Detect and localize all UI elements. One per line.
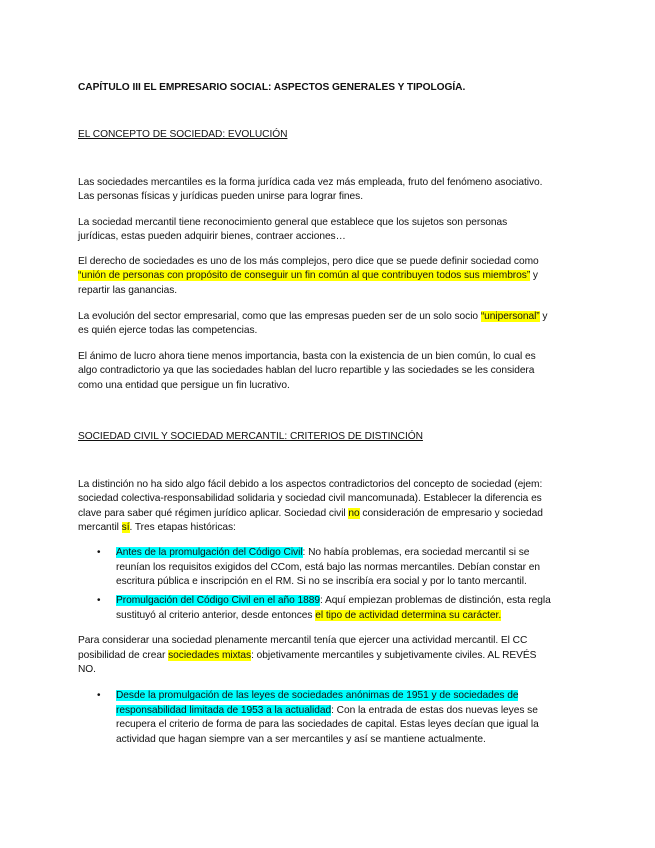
highlighted-stage: Desde la promulgación de las leyes de sociedades anónimas de 1951 y de sociedades de — [116, 690, 519, 701]
text-span: consideración de empresario y sociedad — [359, 508, 543, 519]
bullet-icon: • — [97, 595, 101, 606]
highlighted-stage: responsabilidad limitada de 1953 a la actualidad — [116, 705, 332, 716]
highlighted-quote: “unión de personas con propósito de conseguir un fin común al que contribuyen todos sus miembros” — [78, 270, 531, 281]
list-item-line: escritura pública e inscripción en el RM. Si no se inscribía era social y por lo tanto mercantil. — [116, 576, 527, 587]
section-heading-concepto: EL CONCEPTO DE SOCIEDAD: EVOLUCIÓN — [78, 129, 288, 140]
paragraph-line: como una entidad que persigue un fin lucrativo. — [78, 380, 290, 391]
paragraph-line — [78, 521, 236, 534]
text-span: clave para saber qué régimen jurídico aplicar. Sociedad civil — [78, 508, 349, 519]
text-span: posibilidad de crear — [78, 650, 169, 661]
list-item-line — [116, 704, 538, 717]
paragraph-line — [78, 310, 547, 323]
paragraph-line: La distinción no ha sido algo fácil debido a los aspectos contradictorios del concepto de sociedad (ejem: — [78, 479, 543, 490]
highlighted-stage: Promulgación del Código Civil en el año 1889 — [116, 595, 320, 606]
list-item-line: reunían los requisitos exigidos del CCom, está bajo las normas mercantiles. Debían constar en — [116, 562, 541, 573]
bullet-icon: • — [97, 547, 101, 558]
paragraph-line: sociedad colectiva-responsabilidad solidaria y sociedad civil mancomunada). Establecer la diferencia es — [78, 493, 542, 504]
paragraph-line: Las personas físicas y jurídicas pueden unirse para lograr fines. — [78, 191, 363, 202]
list-item-line — [116, 609, 501, 622]
paragraph-line: repartir las ganancias. — [78, 285, 178, 296]
list-item-line — [116, 594, 551, 607]
paragraph-line — [78, 269, 538, 282]
list-item-line — [116, 689, 518, 702]
text-span: sustituyó al criterio anterior, desde entonces — [116, 610, 316, 621]
text-span: : objetivamente mercantiles y subjetivamente civiles. AL REVÉS — [251, 650, 537, 661]
highlighted-phrase: el tipo de actividad determina su carácter. — [315, 610, 502, 621]
section-heading-sociedad-civil: SOCIEDAD CIVIL Y SOCIEDAD MERCANTIL: CRITERIOS DE DISTINCIÓN — [78, 431, 423, 442]
paragraph-line: La sociedad mercantil tiene reconocimiento general que establece que los sujetos son personas — [78, 217, 508, 228]
list-item-line — [116, 546, 529, 559]
paragraph-line: jurídicas, estas pueden adquirir bienes, contraer acciones… — [78, 231, 346, 242]
paragraph-line: Las sociedades mercantiles es la forma jurídica cada vez más empleada, fruto del fenómeno asociativo. — [78, 177, 543, 188]
paragraph-line: El ánimo de lucro ahora tiene menos importancia, basta con la existencia de un bien común, lo cual es — [78, 351, 536, 362]
text-span: mercantil — [78, 522, 122, 533]
paragraph-line: El derecho de sociedades es uno de los más complejos, pero dice que se puede definir sociedad como — [78, 256, 539, 267]
highlighted-term: sí — [121, 522, 130, 533]
list-item-line: recupera el criterio de forma de para las sociedades de capital. Estas leyes decían que igual la — [116, 719, 539, 730]
paragraph-line: es quién ejerce todas las competencias. — [78, 325, 258, 336]
text-span: y — [539, 311, 548, 322]
paragraph-line — [78, 507, 543, 520]
text-span: La evolución del sector empresarial, como que las empresas pueden ser de un solo socio — [78, 311, 481, 322]
text-span: . Tres etapas históricas: — [129, 522, 236, 533]
bullet-icon: • — [97, 690, 101, 701]
paragraph-line: Para considerar una sociedad plenamente mercantil tenía que ejercer una actividad mercantil. El CC — [78, 635, 528, 646]
paragraph-line: algo contradictorio ya que las sociedades hablan del lucro repartible y las sociedades se les considera — [78, 365, 535, 376]
highlighted-term: sociedades mixtas — [168, 650, 252, 661]
highlighted-stage: Antes de la promulgación del Código Civil — [116, 547, 303, 558]
text-span: y — [530, 270, 538, 281]
text-span: : Aquí empiezan problemas de distinción, esta regla — [319, 595, 551, 606]
highlighted-term: no — [348, 508, 360, 519]
paragraph-line: NO. — [78, 664, 96, 675]
paragraph-line — [78, 649, 536, 662]
list-item-line: actividad que hagan siempre van a ser mercantiles y así se mantiene actualmente. — [116, 734, 486, 745]
highlighted-term: “unipersonal” — [480, 311, 540, 322]
text-span: : Con la entrada de estas dos nuevas leyes se — [331, 705, 538, 716]
chapter-title: CAPÍTULO III EL EMPRESARIO SOCIAL: ASPECTOS GENERALES Y TIPOLOGÍA. — [78, 82, 466, 93]
text-span: : No había problemas, era sociedad mercantil si se — [302, 547, 530, 558]
